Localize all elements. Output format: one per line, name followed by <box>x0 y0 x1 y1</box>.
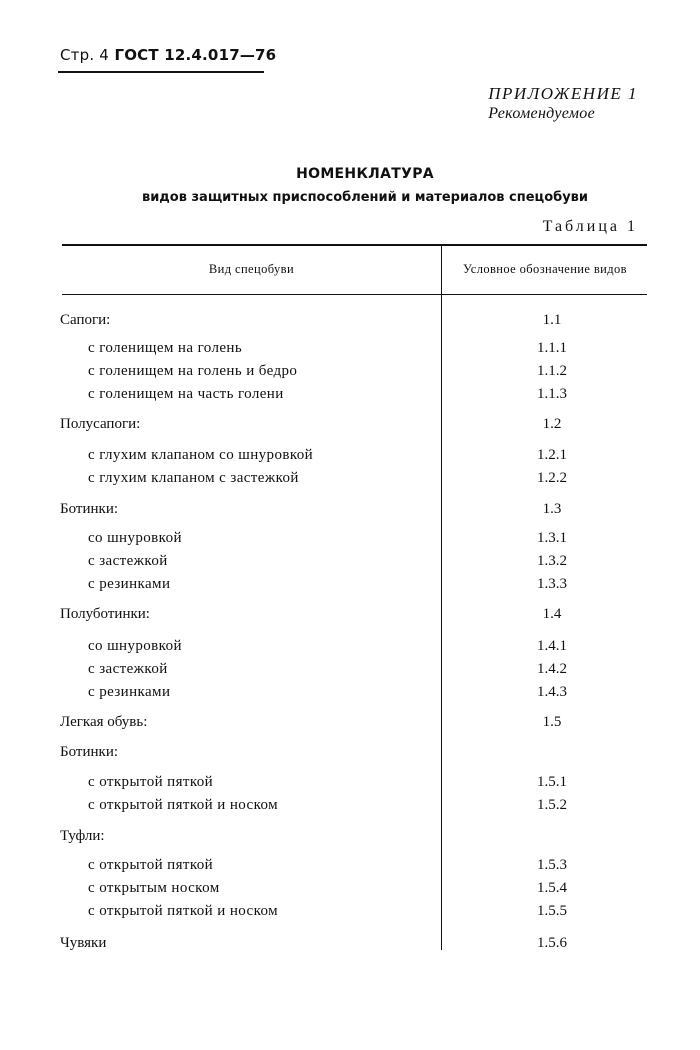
table-row <box>0 466 700 490</box>
footwear-type: с резинками <box>88 576 171 592</box>
type-code: 1.3.3 <box>537 576 567 592</box>
table-row <box>0 308 700 332</box>
header-divider <box>58 71 264 73</box>
footwear-type: Ботинки: <box>60 744 119 760</box>
table-row <box>0 549 700 573</box>
footwear-type: Легкая обувь: <box>60 714 148 730</box>
type-code: 1.5.2 <box>537 797 567 813</box>
footwear-type: с голенищем на голень и бедро <box>88 363 298 379</box>
footwear-type: Туфли: <box>60 828 105 844</box>
footwear-type: с открытой пяткой <box>88 857 214 873</box>
document-subtitle: видов защитных приспособлений и материалов спецобуви <box>141 190 589 205</box>
footwear-type: со шнуровкой <box>88 530 182 546</box>
type-code: 1.1.1 <box>537 340 567 356</box>
type-code: 1.4 <box>542 606 562 622</box>
standard-code: ГОСТ 12.4.017—76 <box>114 46 277 64</box>
table-row <box>0 931 700 955</box>
table-row <box>0 680 700 704</box>
column-header-code: Условное обозначение видов <box>463 262 627 276</box>
table-row <box>0 770 700 794</box>
type-code: 1.5.6 <box>537 935 567 951</box>
table-row <box>0 443 700 467</box>
table-label: Таблица 1 <box>542 218 638 235</box>
table-row <box>0 876 700 900</box>
footwear-type: с застежкой <box>88 661 168 677</box>
page-number: Стр. 4 <box>60 46 110 64</box>
table-row <box>0 899 700 923</box>
type-code: 1.1.2 <box>537 363 567 379</box>
type-code: 1.4.1 <box>537 638 567 654</box>
table-row <box>0 634 700 658</box>
footwear-type: со шнуровкой <box>88 638 182 654</box>
footwear-type: Ботинки: <box>60 501 119 517</box>
type-code: 1.5.1 <box>537 774 567 790</box>
footwear-type: Полуботинки: <box>60 606 150 622</box>
page-header <box>60 46 276 64</box>
table-row <box>0 657 700 681</box>
type-code: 1.4.3 <box>537 684 567 700</box>
document-title: НОМЕНКЛАТУРА <box>296 166 434 182</box>
table-row <box>0 336 700 360</box>
footwear-type: Сапоги: <box>60 312 111 328</box>
column-header-type: Вид спецобуви <box>208 262 295 276</box>
footwear-type: с резинками <box>88 684 171 700</box>
table-row <box>0 602 700 626</box>
appendix-subtitle: Рекомендуемое <box>488 105 595 122</box>
type-code: 1.3 <box>542 501 562 517</box>
type-code: 1.5 <box>542 714 562 730</box>
table-top-rule <box>62 244 647 246</box>
footwear-type: с открытой пяткой и носком <box>88 797 279 813</box>
table-row <box>0 412 700 436</box>
footwear-type: с открытой пяткой и носком <box>88 903 279 919</box>
type-code: 1.3.1 <box>537 530 567 546</box>
footwear-type: с открытой пяткой <box>88 774 214 790</box>
type-code: 1.4.2 <box>537 661 567 677</box>
type-code: 1.2.2 <box>537 470 567 486</box>
table-row <box>0 382 700 406</box>
table-header-rule <box>62 294 647 295</box>
type-code: 1.5.5 <box>537 903 567 919</box>
table-row <box>0 824 700 848</box>
footwear-type: с глухим клапаном с застежкой <box>88 470 299 486</box>
table-row <box>0 572 700 596</box>
table-row <box>0 793 700 817</box>
type-code: 1.2 <box>542 416 562 432</box>
type-code: 1.1 <box>542 312 562 328</box>
footwear-type: Полусапоги: <box>60 416 141 432</box>
footwear-type: Чувяки <box>60 935 107 951</box>
type-code: 1.2.1 <box>537 447 567 463</box>
footwear-type: с глухим клапаном со шнуровкой <box>88 447 314 463</box>
table-row <box>0 740 700 764</box>
appendix-block <box>488 84 638 124</box>
table-row <box>0 359 700 383</box>
table-row <box>0 710 700 734</box>
table-row <box>0 497 700 521</box>
table-row <box>0 526 700 550</box>
type-code: 1.5.3 <box>537 857 567 873</box>
document-title-block <box>0 166 700 205</box>
appendix-title: ПРИЛОЖЕНИЕ 1 <box>488 84 638 103</box>
footwear-type: с открытым носком <box>88 880 220 896</box>
type-code: 1.5.4 <box>537 880 567 896</box>
footwear-type: с голенищем на часть голени <box>88 386 284 402</box>
type-code: 1.3.2 <box>537 553 567 569</box>
table-row <box>0 853 700 877</box>
type-code: 1.1.3 <box>537 386 567 402</box>
footwear-type: с застежкой <box>88 553 168 569</box>
footwear-type: с голенищем на голень <box>88 340 243 356</box>
